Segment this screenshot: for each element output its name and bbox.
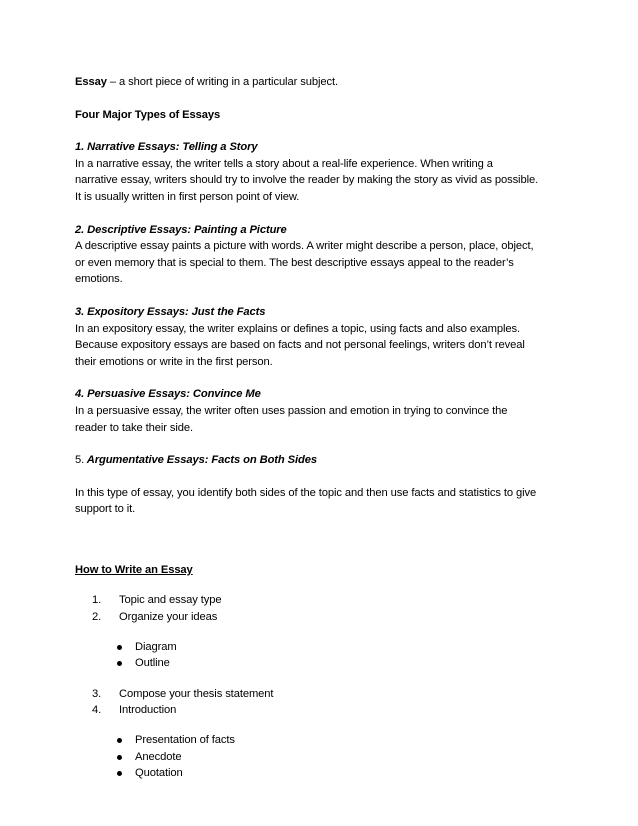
- list-item-text: Topic and essay type: [119, 594, 222, 607]
- essay-type-line: Because expository essays are based on facts and not personal feelings, writers don’t reveal: [75, 339, 525, 352]
- essay-type-narrative: [75, 139, 575, 205]
- list-item-text: Anecdote: [135, 750, 182, 763]
- heading-number: 1.: [75, 141, 85, 154]
- essay-type-persuasive: [75, 386, 575, 436]
- essay-type-heading: [75, 139, 575, 156]
- list-item-text: Quotation: [135, 767, 183, 780]
- list-number: 4.: [92, 704, 102, 717]
- essay-type-line: narrative essay, writers should try to involve the reader by making the story as vivid as possible.: [75, 174, 539, 187]
- bullet-icon: [117, 645, 122, 650]
- list-item-text: Introduction: [119, 704, 177, 717]
- essay-type-line: In a persuasive essay, the writer often uses passion and emotion in trying to convince the: [75, 404, 508, 417]
- list-item: [75, 686, 575, 703]
- list-item: [75, 592, 575, 609]
- essay-type-line: A descriptive essay paints a picture with words. A writer might describe a person, place, object,: [75, 240, 534, 253]
- vertical-spacer: [75, 672, 575, 686]
- list-number: 1.: [92, 594, 102, 607]
- how-to-heading: How to Write an Essay: [75, 563, 193, 576]
- bullet-list: [75, 639, 575, 672]
- vertical-spacer: [75, 719, 575, 732]
- list-item: [75, 609, 575, 626]
- essay-type-line: or even memory that is special to them. The best descriptive essays appeal to the reader’s: [75, 256, 514, 269]
- bullet-icon: [117, 738, 122, 743]
- bullet-icon: [117, 755, 122, 760]
- heading-text: Expository Essays: Just the Facts: [84, 305, 266, 318]
- bullet-list: [75, 732, 575, 782]
- list-item: [75, 702, 575, 719]
- list-item: [75, 732, 575, 749]
- vertical-spacer: [75, 518, 575, 562]
- list-item-text: Diagram: [135, 640, 177, 653]
- list-item-text: Outline: [135, 657, 170, 670]
- definition-term: Essay: [75, 76, 107, 88]
- list-number: 2.: [92, 611, 102, 624]
- steps-list: [75, 592, 575, 625]
- heading-text: Persuasive Essays: Convince Me: [84, 388, 261, 401]
- argumentative-description: [75, 485, 575, 518]
- list-item: [75, 655, 575, 672]
- essay-definition: [75, 74, 575, 91]
- list-item-text: Compose your thesis statement: [119, 687, 274, 700]
- essay-type-line: emotions.: [75, 273, 123, 286]
- essay-type-heading: [75, 386, 575, 403]
- document-body: [75, 74, 575, 782]
- heading-number: 3.: [75, 305, 85, 318]
- essay-type-line: In a narrative essay, the writer tells a story about a real-life experience. When writing a: [75, 157, 493, 170]
- heading-number: 2.: [75, 223, 85, 236]
- list-item: [75, 765, 575, 782]
- bullet-icon: [117, 771, 122, 776]
- list-item: [75, 639, 575, 656]
- list-item-text: Presentation of facts: [135, 734, 235, 747]
- heading-number: 5.: [75, 454, 85, 467]
- types-heading: Four Major Types of Essays: [75, 108, 221, 121]
- list-item: [75, 749, 575, 766]
- bullet-icon: [117, 661, 122, 666]
- heading-number: 4.: [75, 388, 85, 401]
- essay-type-line: In an expository essay, the writer explains or defines a topic, using facts and also examples.: [75, 322, 520, 335]
- argumentative-line: In this type of essay, you identify both sides of the topic and then use facts and statistics to give: [75, 486, 537, 499]
- essay-type-descriptive: [75, 222, 575, 288]
- steps-list: [75, 686, 575, 719]
- essay-type-expository: [75, 304, 575, 370]
- essay-type-argumentative: [75, 452, 575, 469]
- definition-text: – a short piece of writing in a particular subject.: [106, 76, 338, 88]
- essay-type-line: their emotions or write in the first person.: [75, 355, 273, 368]
- list-item-text: Organize your ideas: [119, 611, 218, 624]
- essay-type-line: reader to take their side.: [75, 421, 194, 434]
- heading-text: Descriptive Essays: Painting a Picture: [84, 223, 287, 236]
- essay-type-line: It is usually written in first person point of view.: [75, 190, 300, 203]
- argumentative-line: support to it.: [75, 503, 136, 516]
- heading-text: Narrative Essays: Telling a Story: [84, 141, 258, 154]
- vertical-spacer: [75, 626, 575, 639]
- essay-type-heading: [75, 452, 575, 469]
- list-number: 3.: [92, 687, 102, 700]
- essay-type-heading: [75, 222, 575, 239]
- essay-type-heading: [75, 304, 575, 321]
- heading-text: Argumentative Essays: Facts on Both Sides: [84, 454, 318, 467]
